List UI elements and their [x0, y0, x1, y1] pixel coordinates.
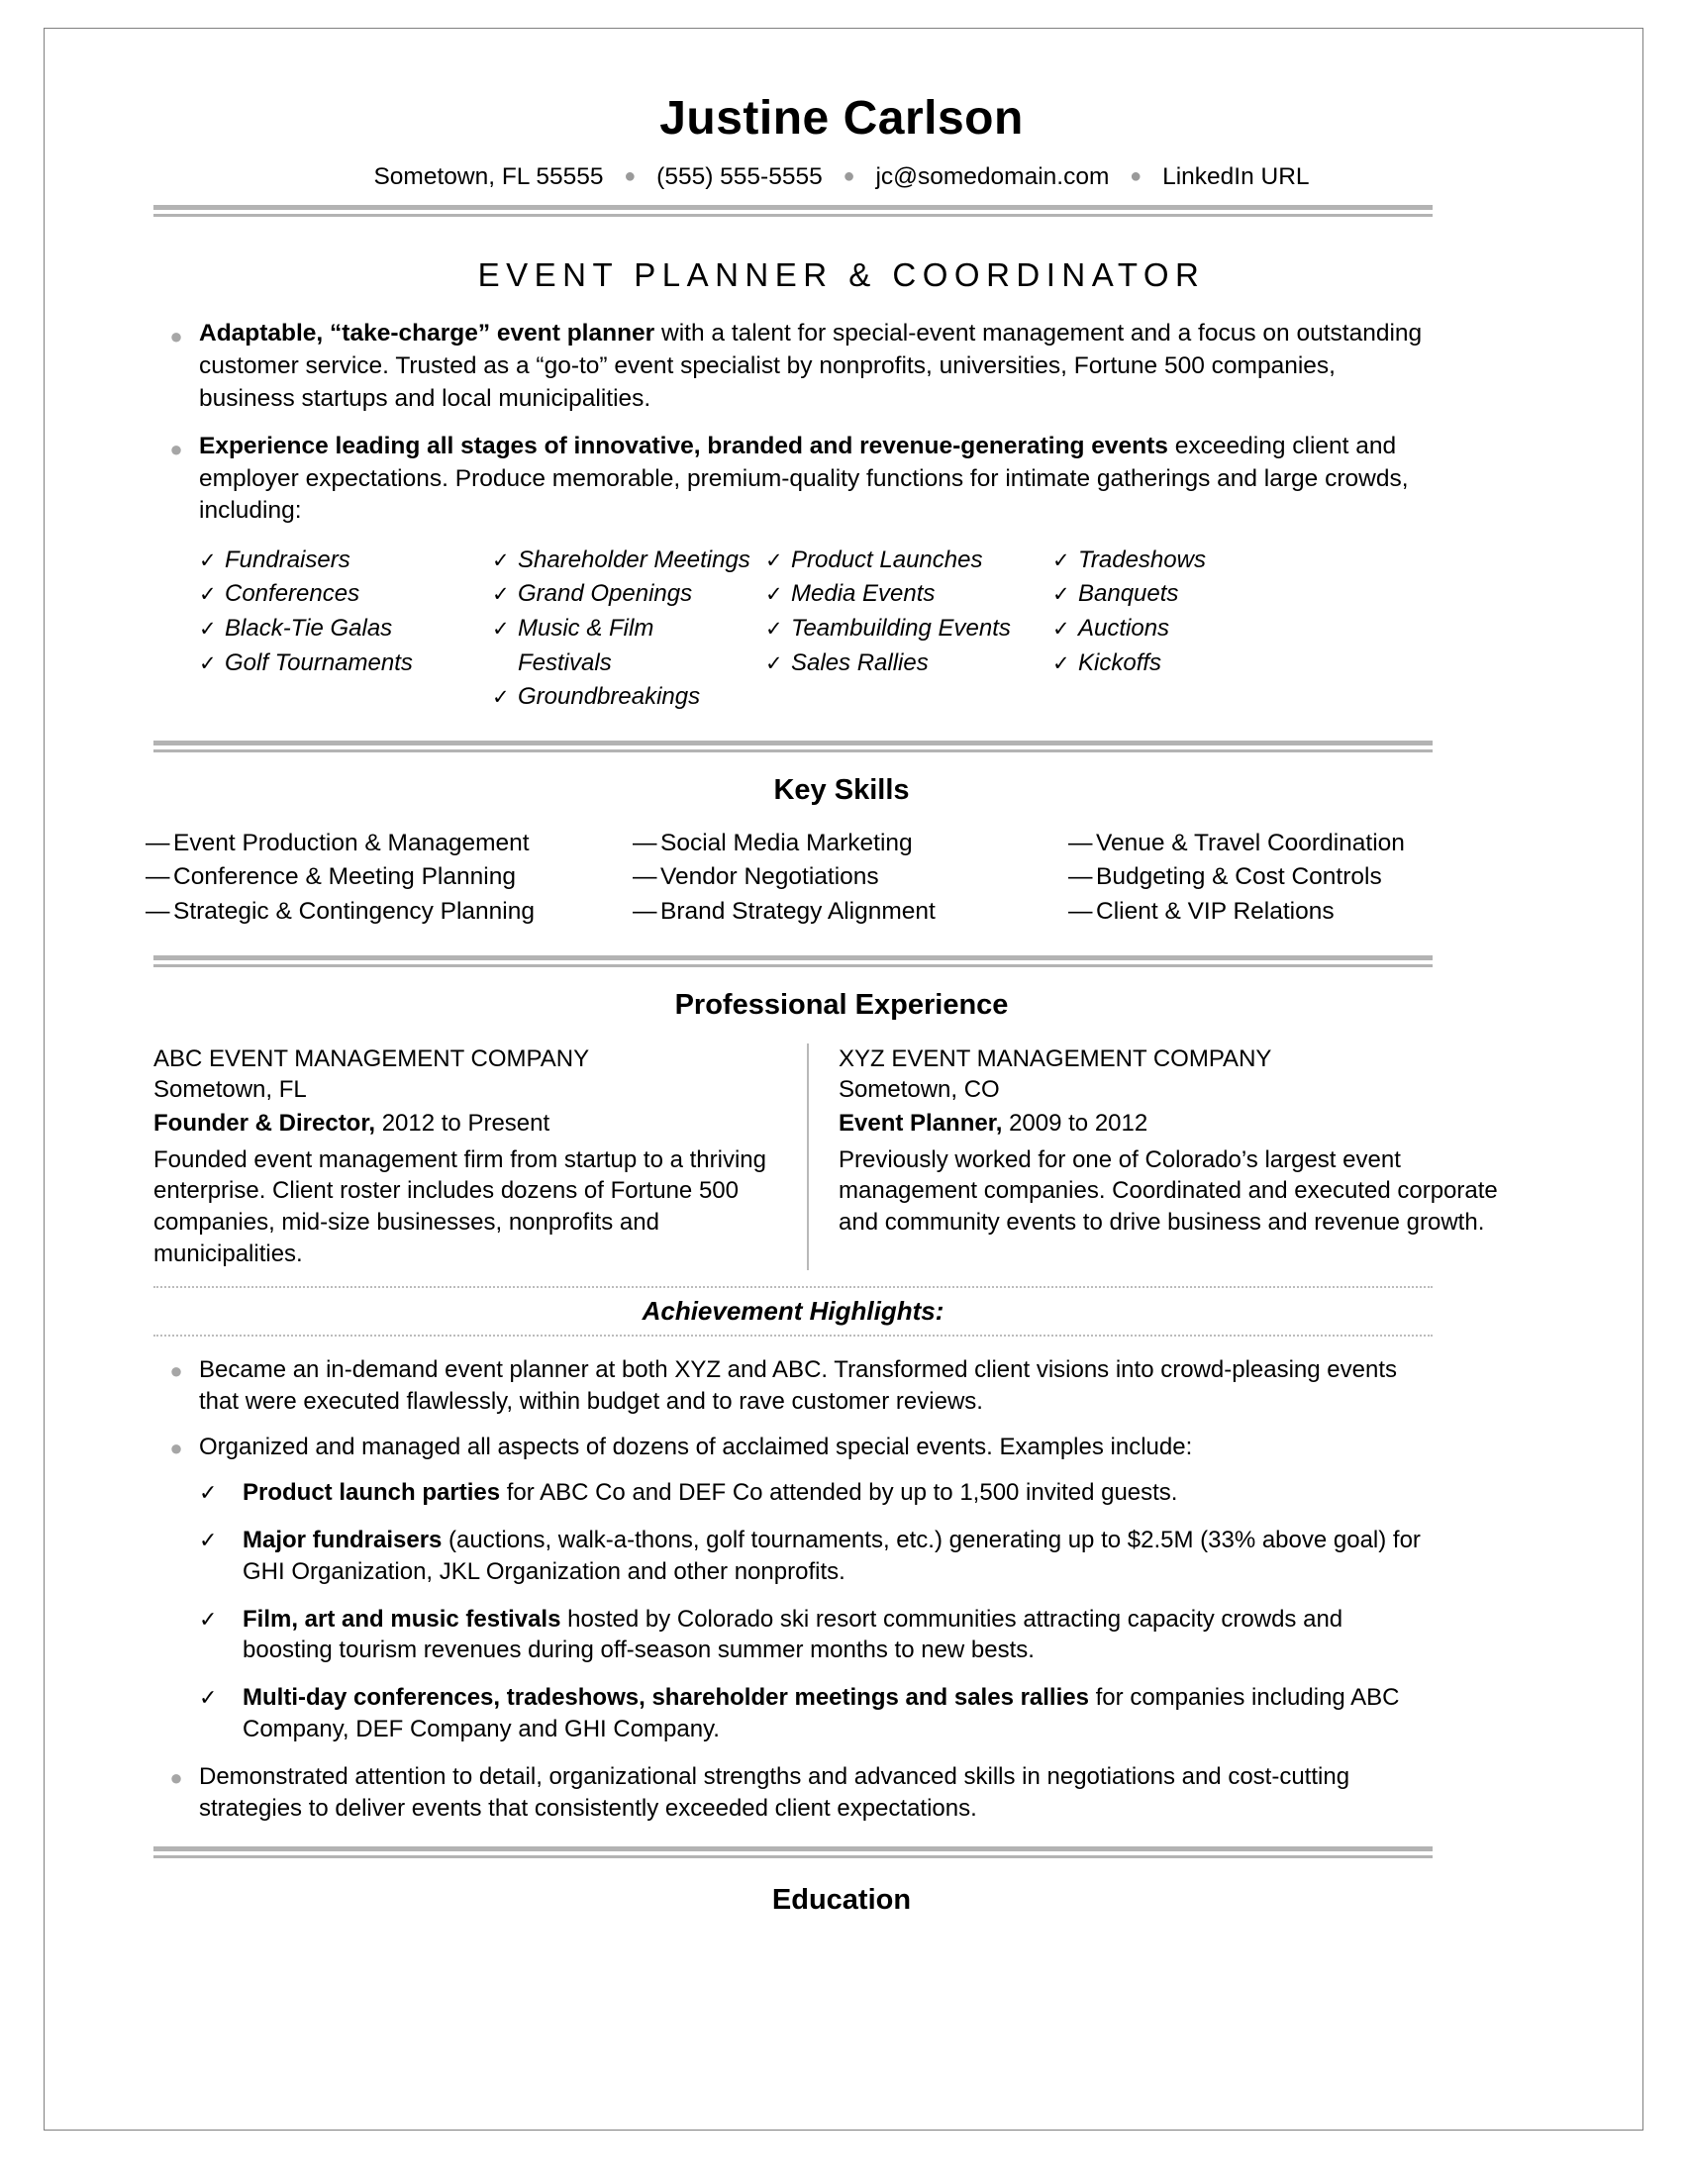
header-divider — [153, 205, 1433, 217]
event-type-label: Sales Rallies — [791, 648, 929, 676]
event-type-label: Grand Openings — [518, 580, 693, 608]
candidate-name: Justine Carlson — [659, 92, 1024, 145]
experience-company: XYZ EVENT MANAGEMENT COMPANY — [839, 1044, 1272, 1072]
bullet-dot-icon: ● — [169, 1435, 183, 1460]
key-skill-label: Conference & Meeting Planning — [173, 863, 516, 891]
event-type-label: Shareholder Meetings — [518, 546, 750, 573]
event-type-item — [492, 577, 765, 612]
experience-entry — [807, 1043, 1500, 1270]
education-divider — [153, 1846, 1433, 1858]
achievements-heading-band — [153, 1286, 1433, 1337]
dash-icon: — — [1068, 863, 1093, 891]
event-type-label: Groundbreakings — [518, 683, 701, 711]
contact-phone: (555) 555-5555 — [656, 163, 823, 191]
check-icon: ✓ — [1052, 651, 1070, 675]
event-type-item — [765, 544, 1052, 578]
achievement-sub-lead: Major fundraisers — [243, 1526, 443, 1553]
summary-bullet-lead: Experience leading all stages of innovative, branded and revenue-generating events — [199, 433, 1168, 460]
bullet-dot-icon: ● — [169, 1765, 183, 1791]
event-type-item — [1052, 577, 1280, 612]
key-skill-item — [633, 827, 1068, 861]
key-skills-heading: Key Skills — [773, 773, 910, 806]
key-skill-label: Event Production & Management — [173, 829, 530, 856]
dash-icon: — — [1068, 829, 1093, 856]
experience-heading: Professional Experience — [674, 988, 1009, 1021]
event-type-label: Golf Tournaments — [225, 648, 413, 676]
event-type-item — [1052, 544, 1280, 578]
achievement-sub-item — [199, 1477, 1433, 1509]
key-skills-column — [1068, 827, 1494, 930]
achievement-bullet — [153, 1354, 1433, 1418]
check-icon: ✓ — [199, 548, 217, 572]
achievements-list — [153, 1354, 1433, 1825]
contact-email[interactable]: jc@somedomain.com — [875, 163, 1110, 191]
event-type-label: Music & Film — [518, 614, 654, 642]
event-type-label: Teambuilding Events — [791, 614, 1011, 642]
event-type-item — [492, 612, 765, 646]
summary-bullet-text: Experience leading all stages of innovative, branded and revenue-generating events exceeding client and employer expectations. Produce memorable, premium-quality functions for intimate gatherings and large crowds, including: — [199, 433, 1409, 525]
target-job-title: EVENT PLANNER & COORDINATOR — [477, 256, 1206, 294]
event-types-column — [1052, 544, 1280, 715]
key-skill-item — [146, 860, 633, 895]
key-skill-item — [146, 827, 633, 861]
bullet-dot-icon: ● — [169, 324, 183, 349]
summary-section — [153, 318, 1433, 527]
event-type-label: Conferences — [225, 580, 360, 608]
check-icon: ✓ — [492, 583, 510, 607]
key-skills-grid — [146, 827, 1522, 930]
event-type-item — [199, 544, 492, 578]
event-type-label: Banquets — [1078, 580, 1179, 608]
contact-separator-icon: ● — [1130, 165, 1143, 188]
experience-columns — [153, 1043, 1498, 1270]
key-skill-item — [1068, 827, 1494, 861]
check-icon: ✓ — [765, 617, 783, 641]
event-type-label: Tradeshows — [1078, 546, 1206, 573]
key-skill-label: Vendor Negotiations — [660, 863, 879, 891]
key-skills-column — [146, 827, 633, 930]
dash-icon: — — [146, 829, 170, 856]
check-icon: ✓ — [199, 651, 217, 675]
achievement-sub-lead: Product launch parties — [243, 1478, 501, 1506]
dash-icon: — — [633, 829, 657, 856]
event-type-item — [492, 646, 765, 681]
experience-location: Sometown, CO — [839, 1076, 1000, 1104]
contact-separator-icon: ● — [843, 165, 855, 188]
key-skill-label: Venue & Travel Coordination — [1096, 829, 1405, 856]
achievement-sub-item — [199, 1682, 1433, 1745]
achievement-bullet-text: Organized and managed all aspects of dozens of acclaimed special events. Examples include: — [199, 1433, 1193, 1460]
event-types-column — [492, 544, 765, 715]
summary-bullet — [153, 318, 1433, 415]
key-skill-label: Client & VIP Relations — [1096, 898, 1335, 926]
event-type-label: Fundraisers — [225, 546, 350, 573]
summary-bullet — [153, 431, 1433, 528]
check-icon: ✓ — [199, 617, 217, 641]
check-icon: ✓ — [765, 548, 783, 572]
experience-role-line — [839, 1105, 1500, 1142]
event-type-item — [492, 544, 765, 578]
achievement-bullet-text: Demonstrated attention to detail, organizational strengths and advanced skills in negotiations and cost-cutting strategies to deliver events that consistently exceeded client expectations. — [199, 1763, 1350, 1823]
check-icon: ✓ — [199, 583, 217, 607]
contact-location: Sometown, FL 55555 — [373, 163, 604, 191]
event-type-item — [765, 646, 1052, 681]
education-heading: Education — [771, 1884, 912, 1916]
check-icon: ✓ — [492, 686, 510, 710]
key-skill-label: Brand Strategy Alignment — [660, 898, 936, 926]
achievement-bullet — [153, 1432, 1433, 1463]
event-type-label: Auctions — [1078, 614, 1170, 642]
event-types-column — [199, 544, 492, 715]
check-icon: ✓ — [492, 617, 510, 641]
check-icon: ✓ — [199, 1685, 218, 1711]
check-icon: ✓ — [1052, 583, 1070, 607]
event-type-label: Product Launches — [791, 546, 983, 573]
summary-bullet-lead: Adaptable, “take-charge” event planner — [199, 320, 655, 347]
experience-role-title: Founder & Director, — [153, 1110, 376, 1138]
key-skill-item — [146, 895, 633, 930]
event-types-grid — [199, 544, 1433, 715]
check-icon: ✓ — [765, 583, 783, 607]
achievement-sub-lead: Film, art and music festivals — [243, 1605, 561, 1633]
event-type-item — [492, 680, 765, 715]
achievement-sub-item — [199, 1604, 1433, 1667]
event-type-item — [199, 577, 492, 612]
experience-entry — [153, 1043, 807, 1270]
check-icon: ✓ — [199, 1606, 218, 1632]
experience-company: ABC EVENT MANAGEMENT COMPANY — [153, 1044, 590, 1072]
dash-icon: — — [146, 863, 170, 891]
key-skills-column — [633, 827, 1068, 930]
achievement-sub-text: Film, art and music festivals hosted by Colorado ski resort communities attracting capacity crowds and boosting tourism revenues during off-season summer months to new bests. — [243, 1605, 1343, 1664]
achievement-sub-lead: Multi-day conferences, tradeshows, shareholder meetings and sales rallies — [243, 1684, 1089, 1712]
experience-divider — [153, 955, 1433, 967]
dash-icon: — — [146, 898, 170, 926]
summary-bullet-text: Adaptable, “take-charge” event planner with a talent for special-event management and a focus on outstanding customer service. Trusted as a “go-to” event specialist by nonprofits, universities, Fortune 500 companies, business startups and local municipalities. — [199, 320, 1423, 412]
key-skill-item — [1068, 895, 1494, 930]
key-skill-item — [1068, 860, 1494, 895]
experience-description: Founded event management firm from startup to a thriving enterprise. Client roster includes dozens of Fortune 500 companies, mid-size businesses, nonprofits and municipalities. — [153, 1145, 766, 1268]
dash-icon: — — [633, 863, 657, 891]
event-type-label: Media Events — [791, 580, 936, 608]
dash-icon: — — [633, 898, 657, 926]
event-type-label: Black-Tie Galas — [225, 614, 393, 642]
achievement-bullet-text: Became an in-demand event planner at both XYZ and ABC. Transformed client visions into crowd-pleasing events that were executed flawlessly, within budget and to rave customer reviews. — [199, 1356, 1397, 1416]
check-icon: ✓ — [1052, 548, 1070, 572]
resume-content — [146, 29, 1530, 1986]
achievement-sub-text: Product launch parties for ABC Co and DEF Co attended by up to 1,500 invited guests. — [243, 1478, 1178, 1506]
event-type-item — [199, 646, 492, 681]
event-type-label: Festivals — [518, 648, 612, 676]
event-type-item — [1052, 612, 1280, 646]
experience-description: Previously worked for one of Colorado’s largest event management companies. Coordinated and executed corporate and community events to drive business and revenue growth. — [839, 1145, 1498, 1237]
experience-role-line — [153, 1105, 779, 1142]
check-icon: ✓ — [492, 548, 510, 572]
check-icon: ✓ — [199, 1479, 218, 1505]
achievement-sub-item — [199, 1525, 1433, 1588]
event-type-label: Kickoffs — [1078, 648, 1162, 676]
experience-dates: 2009 to 2012 — [1002, 1110, 1148, 1138]
event-types-column — [765, 544, 1052, 715]
key-skill-item — [633, 860, 1068, 895]
achievement-sub-text: Major fundraisers (auctions, walk-a-thons, golf tournaments, etc.) generating up to $2.5M (33% above goal) for GHI Organization, JKL Organization and other nonprofits. — [243, 1526, 1421, 1585]
event-type-item — [1052, 646, 1280, 681]
experience-role-title: Event Planner, — [839, 1110, 1003, 1138]
contact-line — [153, 163, 1530, 191]
bullet-dot-icon: ● — [169, 437, 183, 462]
check-icon: ✓ — [765, 651, 783, 675]
key-skill-label: Social Media Marketing — [660, 829, 913, 856]
achievements-heading: Achievement Highlights: — [642, 1296, 944, 1327]
dash-icon: — — [1068, 898, 1093, 926]
contact-separator-icon: ● — [624, 165, 637, 188]
experience-location: Sometown, FL — [153, 1076, 307, 1104]
contact-linkedin[interactable]: LinkedIn URL — [1162, 163, 1310, 191]
check-icon: ✓ — [1052, 617, 1070, 641]
key-skill-label: Budgeting & Cost Controls — [1096, 863, 1382, 891]
event-type-item — [765, 612, 1052, 646]
experience-dates: 2012 to Present — [375, 1110, 550, 1138]
achievement-bullet — [153, 1761, 1433, 1825]
achievement-sub-text: Multi-day conferences, tradeshows, shareholder meetings and sales rallies for companies including ABC Company, DEF Company and GHI Company. — [243, 1684, 1400, 1743]
check-icon: ✓ — [199, 1527, 218, 1552]
resume-page — [44, 28, 1643, 2131]
key-skill-label: Strategic & Contingency Planning — [173, 898, 535, 926]
key-skills-divider — [153, 741, 1433, 752]
key-skill-item — [633, 895, 1068, 930]
event-type-item — [765, 577, 1052, 612]
bullet-dot-icon: ● — [169, 1358, 183, 1384]
event-type-item — [199, 612, 492, 646]
